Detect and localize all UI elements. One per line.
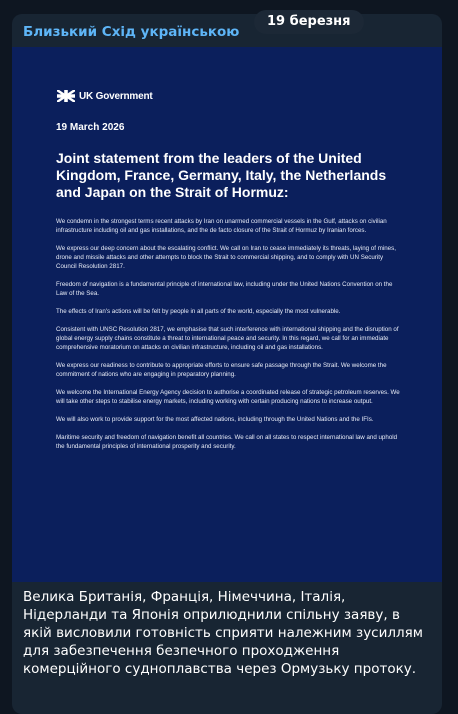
document-body [56,217,401,460]
document-title: Joint statement from the leaders of the United Kingdom, France, Germany, Italy, the Netherlands and Japan on the Strait of Hormuz: [56,150,387,200]
document-paragraph: We will also work to provide support for the most affected nations, including through the United Nations and the IFIs. [56,416,374,423]
document-paragraph: The effects of Iran's actions will be felt by people in all parts of the world, especially the most vulnerable. [56,308,341,315]
document-paragraph: We express our readiness to contribute to appropriate efforts to ensure safe passage through the Strait. We welcome the commitment of nations who are engaging in preparatory planning. [56,362,387,378]
uk-government-logo [57,90,153,102]
document-paragraph: Freedom of navigation is a fundamental principle of international law, including under the United Nations Convention on the Law of the Sea. [56,281,393,297]
document-paragraph: We express our deep concern about the escalating conflict. We call on Iran to cease immediately its threats, laying of mines, drone and missile attacks and other attempts to block the Strait to commercial shipping, and to comply with UN Security Council Resolution 2817. [56,245,396,270]
message-caption: Велика Британія, Франція, Німеччина, Італія, Нідерланди та Японія оприлюднили спільну заяву, в якій висловили готовність сприяти належним зусиллям для забезпечення безпечного проходження комерційного судноплавства через Ормузьку протоку. [23,589,423,677]
document-paragraph: We condemn in the strongest terms recent attacks by Iran on unarmed commercial vessels in the Gulf, attacks on civilian infrastructure including oil and gas installations, and the de facto closure of the Strait of Hormuz by Iranian forces. [56,218,387,234]
union-flag-icon [57,90,75,102]
document-paragraph: Maritime security and freedom of navigation benefit all countries. We call on all states to respect international law and uphold the fundamental principles of international prosperity and security. [56,434,398,450]
statement-image[interactable] [12,47,442,582]
message-bubble[interactable] [12,14,442,714]
document-date: 19 March 2026 [56,122,125,133]
channel-name[interactable]: Близький Схід українською [23,24,240,40]
document-paragraph: Consistent with UNSC Resolution 2817, we emphasise that such interference with international shipping and the disruption of global energy supply chains constitute a threat to international peace and security. In this regard, we call for an immediate comprehensive moratorium on attacks on civilian infrastructure, including oil and gas installations. [56,326,399,351]
issuer-name: UK Government [79,90,153,102]
document-paragraph: We welcome the International Energy Agency decision to authorise a coordinated release of strategic petroleum reserves. We will take other steps to stabilise energy markets, including working with certain producing nations to increase output. [56,389,400,405]
date-divider: 19 березня [254,10,364,34]
